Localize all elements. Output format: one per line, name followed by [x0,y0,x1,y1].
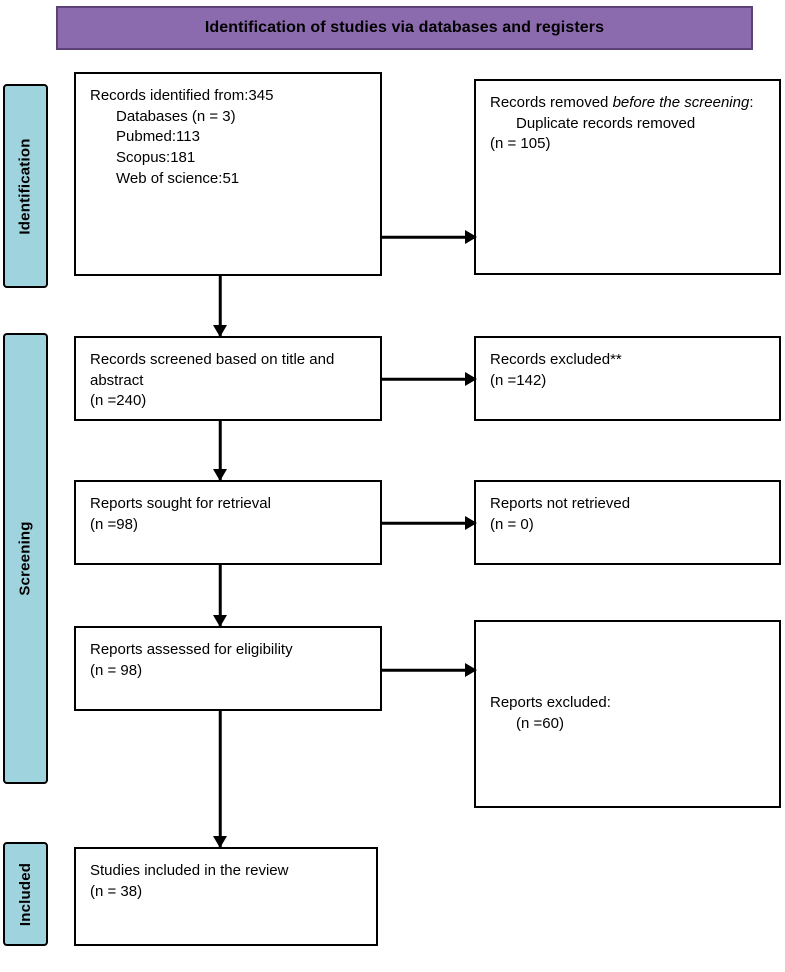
reports-not-retrieved-line-1: Reports not retrieved [490,495,631,512]
box-reports-excluded [474,620,781,808]
arrow-sought-to-assessed-icon [212,565,228,626]
studies-included-line-1: Studies included in the review [90,862,289,879]
stage-label-identification [3,84,48,288]
records-screened-line-1: Records screened based on title and abstract [90,351,335,389]
reports-assessed-line-1: Reports assessed for eligibility [90,641,293,658]
arrow-screened-to-excluded-icon [382,371,476,387]
stage-label-included-text: Included [17,862,34,926]
stage-label-included [3,842,48,946]
records-identified-line-2: Databases (n = 3) [116,107,236,125]
reports-sought-line-1: Reports sought for retrieval [90,495,271,512]
box-records-identified [74,72,382,276]
records-identified-line-4: Scopus:181 [116,149,196,167]
arrow-assessed-to-included-icon [212,711,228,847]
records-excluded-line-2: (n =142) [490,371,547,389]
box-reports-sought [74,480,382,565]
records-identified-line-5: Web of science:51 [116,169,240,187]
stage-label-identification-text: Identification [17,137,35,235]
records-removed-line-1-a: Records removed [490,94,613,111]
box-records-removed [474,79,781,275]
arrow-assessed-to-reports-excluded-icon [382,662,476,678]
box-reports-not-retrieved [474,480,781,565]
arrow-screened-to-sought-icon [212,421,228,480]
records-excluded-line-1: Records excluded** [490,351,622,368]
box-records-screened [74,336,382,421]
diagram-header-banner [56,6,753,50]
records-removed-line-3: (n = 105) [490,135,551,153]
box-records-excluded [474,336,781,421]
arrow-identified-to-screened-icon [212,276,228,336]
reports-excluded-line-1: Reports excluded: [490,694,611,712]
records-removed-line-1-italic: before the screening [612,94,750,111]
stage-label-screening [3,333,48,784]
reports-assessed-line-2: (n = 98) [90,661,143,679]
box-reports-assessed [74,626,382,711]
reports-not-retrieved-line-2: (n = 0) [490,515,534,533]
studies-included-line-2: (n = 38) [90,882,143,900]
box-studies-included [74,847,378,946]
reports-excluded-line-2: (n =60) [516,715,564,732]
records-removed-line-1-b: : [749,94,754,111]
records-removed-line-1 [490,93,765,114]
page-title: Identification of studies via databases and registers [204,19,605,36]
records-identified-line-1: Records identified from:345 [90,87,274,104]
arrow-identified-to-removed-icon [382,229,476,245]
stage-label-screening-text: Screening [17,521,35,596]
arrow-sought-to-not-retrieved-icon [382,515,476,531]
records-screened-line-2: (n =240) [90,392,147,410]
reports-sought-line-2: (n =98) [90,515,138,533]
records-removed-line-2: Duplicate records removed [516,114,696,132]
records-identified-line-3: Pubmed:113 [116,128,200,146]
